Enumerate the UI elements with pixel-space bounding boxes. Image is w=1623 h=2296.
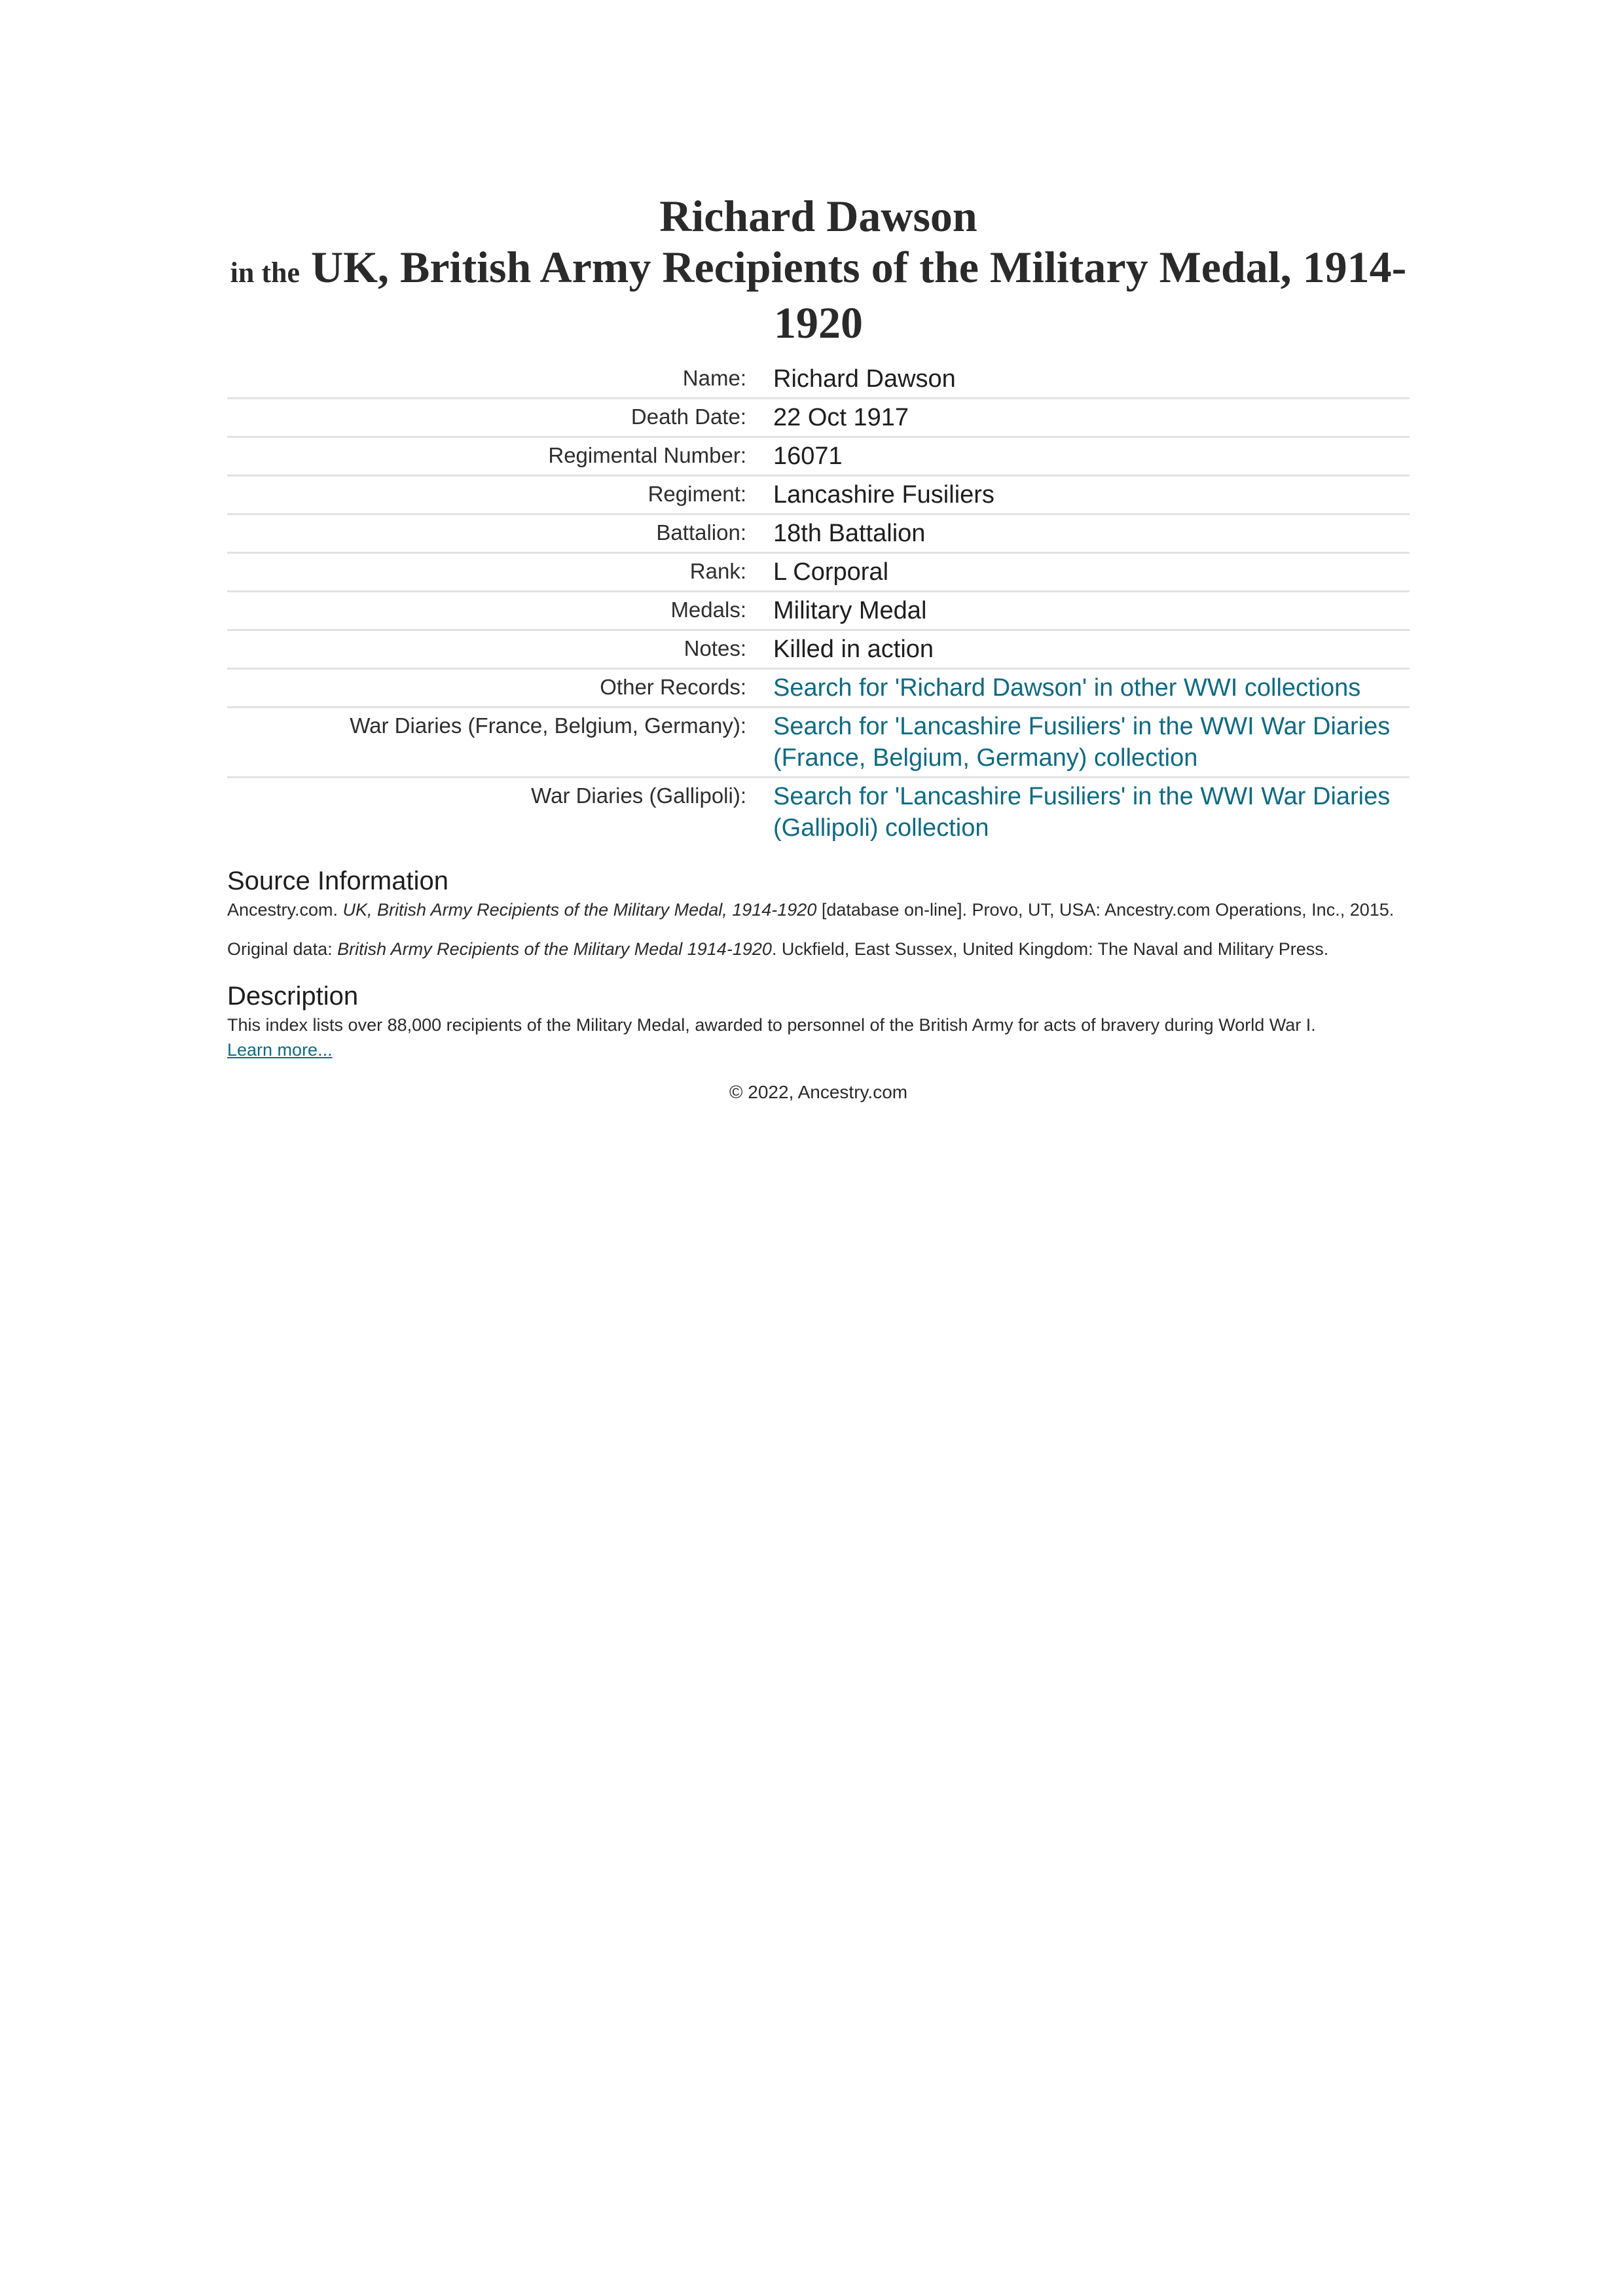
description-text xyxy=(227,1013,1410,1062)
record-value: Lancashire Fusiliers xyxy=(773,476,1410,514)
person-name: Richard Dawson xyxy=(659,191,977,241)
record-value: L Corporal xyxy=(773,553,1410,592)
record-value: Killed in action xyxy=(773,630,1410,669)
record-value: 22 Oct 1917 xyxy=(773,399,1410,437)
record-label: Other Records: xyxy=(227,669,773,708)
record-row xyxy=(227,361,1410,399)
record-row xyxy=(227,592,1410,630)
record-label: War Diaries (France, Belgium, Germany): xyxy=(227,708,773,778)
record-row xyxy=(227,437,1410,476)
record-row xyxy=(227,399,1410,437)
record-row xyxy=(227,553,1410,592)
record-row xyxy=(227,630,1410,669)
original-data-suffix: . Uckfield, East Sussex, United Kingdom: The Naval and Military Press. xyxy=(771,939,1329,959)
record-label: Name: xyxy=(227,361,773,399)
original-data-title: British Army Recipients of the Military Medal 1914-1920 xyxy=(337,939,772,959)
record-table xyxy=(227,361,1410,846)
record-search-link[interactable]: Search for 'Richard Dawson' in other WWI collections xyxy=(773,674,1361,702)
source-citation-suffix: [database on-line]. Provo, UT, USA: Ancestry.com Operations, Inc., 2015. xyxy=(816,900,1395,920)
record-value-cell xyxy=(773,669,1410,708)
record-label: War Diaries (Gallipoli): xyxy=(531,783,746,808)
record-value: Richard Dawson xyxy=(773,361,1410,399)
record-content xyxy=(227,190,1410,1105)
record-label: Regimental Number: xyxy=(227,437,773,476)
record-row xyxy=(227,514,1410,553)
record-label: Medals: xyxy=(227,592,773,630)
record-value: 18th Battalion xyxy=(773,514,1410,553)
collection-title-line xyxy=(227,242,1410,348)
record-value: Military Medal xyxy=(773,592,1410,630)
copyright-footer: © 2022, Ancestry.com xyxy=(729,1082,908,1102)
source-citation xyxy=(227,897,1410,922)
record-row xyxy=(227,476,1410,514)
record-value-cell xyxy=(773,778,1410,847)
record-row xyxy=(227,778,1410,847)
title-prefix: in the xyxy=(230,257,301,289)
source-citation-title: UK, British Army Recipients of the Military Medal, 1914-1920 xyxy=(342,900,817,920)
description-body: This index lists over 88,000 recipients of the Military Medal, awarded to personnel of the British Army for acts of bravery during World War I. xyxy=(227,1015,1316,1035)
source-heading: Source Information xyxy=(227,867,448,895)
record-value: 16071 xyxy=(773,437,1410,476)
description-heading: Description xyxy=(227,982,359,1011)
learn-more-link[interactable]: Learn more... xyxy=(227,1040,333,1060)
record-label: Notes: xyxy=(227,630,773,669)
collection-title: UK, British Army Recipients of the Military Medal, 1914-1920 xyxy=(311,242,1407,348)
record-search-link[interactable]: Search for 'Lancashire Fusiliers' in the WWI War Diaries (Gallipoli) collection xyxy=(773,783,1391,842)
record-row xyxy=(227,669,1410,708)
record-row xyxy=(227,708,1410,778)
source-citation-prefix: Ancestry.com. xyxy=(227,900,343,920)
page-title xyxy=(227,190,1410,348)
original-data-prefix: Original data: xyxy=(227,939,338,959)
record-search-link[interactable]: Search for 'Lancashire Fusiliers' in the WWI War Diaries (France, Belgium, Germany) collection xyxy=(773,713,1391,772)
record-label: Death Date: xyxy=(227,399,773,437)
original-data-citation xyxy=(227,937,1410,961)
record-label: Regiment: xyxy=(227,476,773,514)
record-value-cell xyxy=(773,708,1410,778)
record-label: Battalion: xyxy=(227,514,773,553)
record-label: Rank: xyxy=(227,553,773,592)
